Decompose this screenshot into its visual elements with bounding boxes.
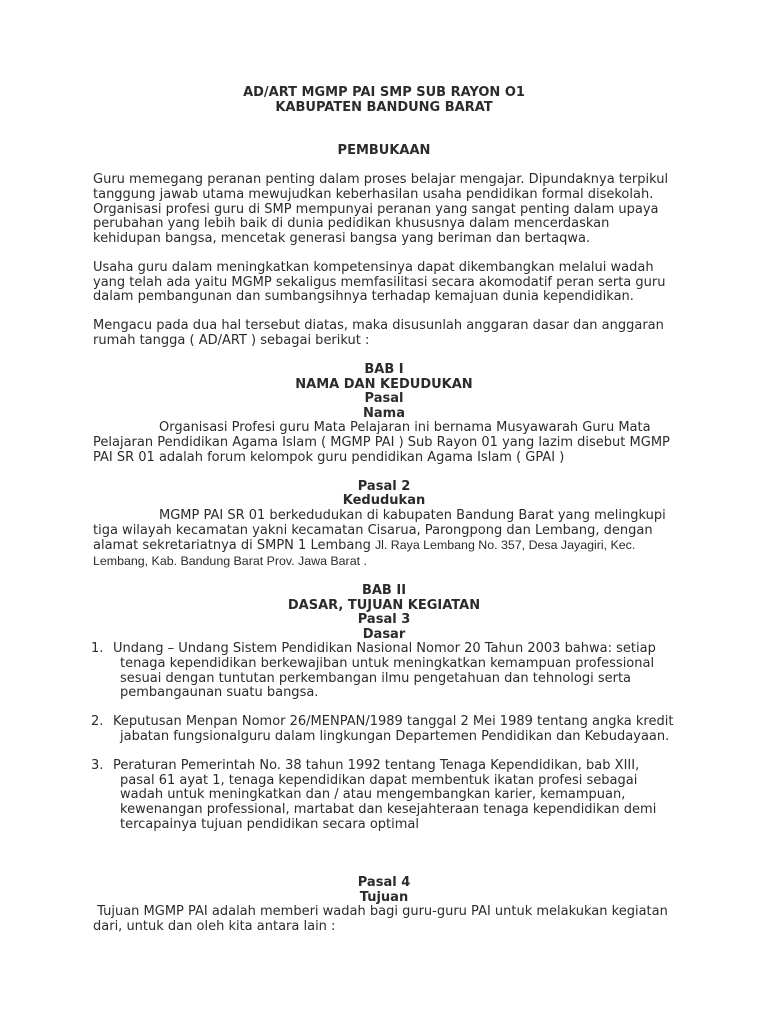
list-item-text: Keputusan Menpan Nomor 26/MENPAN/1989 tanggal 2 Mei 1989 tentang angka kredit jabatan fungsionalguru dalam lingkungan Departemen Pendidikan dan Kebudayaan. [113,714,674,744]
list-item-number: 3. [91,758,104,774]
pasal1-title: Nama [363,405,405,421]
pasal1-text: Organisasi Profesi guru Mata Pelajaran ini bernama Musyawarah Guru Mata Pelajaran Pendidikan Agama Islam ( MGMP PAI ) Sub Rayon 01 yang lazim disebut MGMP PAI SR 01 adalah forum kelompok guru pendidikan Agama Islam ( GPAI ) [93,420,670,465]
pasal2-title: Kedudukan [342,493,426,509]
list-item-number: 1. [91,641,104,657]
document-title-line1: AD/ART MGMP PAI SMP SUB RAYON O1 [243,85,525,100]
list-item-text: Peraturan Pemerintah No. 38 tahun 1992 tentang Tenaga Kependidikan, bab XIII, pasal 61 ayat 1, tenaga kependidikan dapat membentuk ikatan profesi sebagai wadah untuk meningkatkan dan / atau mengembangkan karier, kemampuan, kewenangan professional, martabat dan kesejahteraan tenaga kependidikan demi tercapainya tujuan pendidikan secara optimal [113,758,657,832]
pasal4-label: Pasal 4 [357,875,411,891]
list-item [93,642,675,700]
pasal2-address: Jl. Raya Lembang No. 357, Desa Jayagiri, Kec. Lembang, Kab. Bandung Barat Prov. Jawa Barat . [93,538,636,568]
pasal3-title: Dasar [362,626,406,642]
pasal4-title: Tujuan [359,889,409,905]
opening-paragraph-2: Usaha guru dalam meningkatkan kompetensinya dapat dikembangkan melalui wadah yang telah ada yaitu MGMP sekaligus memfasilitasi secara akomodatif peran serta guru dalam pembangunan dan sumbangsihnya terhadap kemajuan dunia kependidikan. [93,259,666,305]
dasar-list [93,642,675,832]
bab1-heading: BAB I [364,362,404,378]
list-spacer [93,745,675,760]
pasal2-text [93,509,675,569]
opening-paragraph-1: Guru memegang peranan penting dalam proses belajar mengajar. Dipundaknya terpikul tanggung jawab utama mewujudkan keberhasilan usaha pendidikan formal disekolah. Organisasi profesi guru di SMP mempunyai peranan yang sangat penting dalam upaya perubahan yang lebih baik di dunia pedidikan khususnya dalam mencerdaskan kehidupan bangsa, mencetak generasi bangsa yang beriman dan bertaqwa. [93,172,669,246]
opening-paragraph-3: Mengacu pada dua hal tersebut diatas, maka disusunlah anggaran dasar dan anggaran rumah tangga ( AD/ART ) sebagai berikut : [93,318,664,348]
bab2-title: DASAR, TUJUAN KEGIATAN [287,597,481,613]
opening-heading: PEMBUKAAN [337,143,431,159]
pasal3-label: Pasal 3 [357,612,411,628]
list-item [93,759,675,832]
bab2-heading: BAB II [361,583,407,598]
pasal4-text: Tujuan MGMP PAI adalah memberi wadah bagi guru-guru PAI untuk melakukan kegiatan dari, untuk dan oleh kita antara lain : [93,904,672,934]
bab1-title: NAMA DAN KEDUDUKAN [295,376,473,392]
pasal1-label: Pasal [364,391,404,407]
pasal2-text-main: MGMP PAI SR 01 berkedudukan di kabupaten Bandung Barat yang melingkupi tiga wilayah kecamatan yakni kecamatan Cisarua, Parongpong dan Lembang, dengan alamat sekretariatnya di SMPN 1 Lembang [93,508,666,554]
list-spacer [93,701,675,716]
list-item-text: Undang – Undang Sistem Pendidikan Nasional Nomor 20 Tahun 2003 bahwa: setiap tenaga kependidikan berkewajiban untuk meningkatkan kemampuan professional sesuai dengan tuntutan perkembangan ilmu pengetahuan dan tehnologi serta pembangaunan suatu bangsa. [113,641,656,701]
document-title-line2: KABUPATEN BANDUNG BARAT [275,99,493,115]
pasal2-label: Pasal 2 [357,478,411,494]
document-page [93,86,675,934]
list-item [93,715,675,744]
list-item-number: 2. [91,714,104,730]
